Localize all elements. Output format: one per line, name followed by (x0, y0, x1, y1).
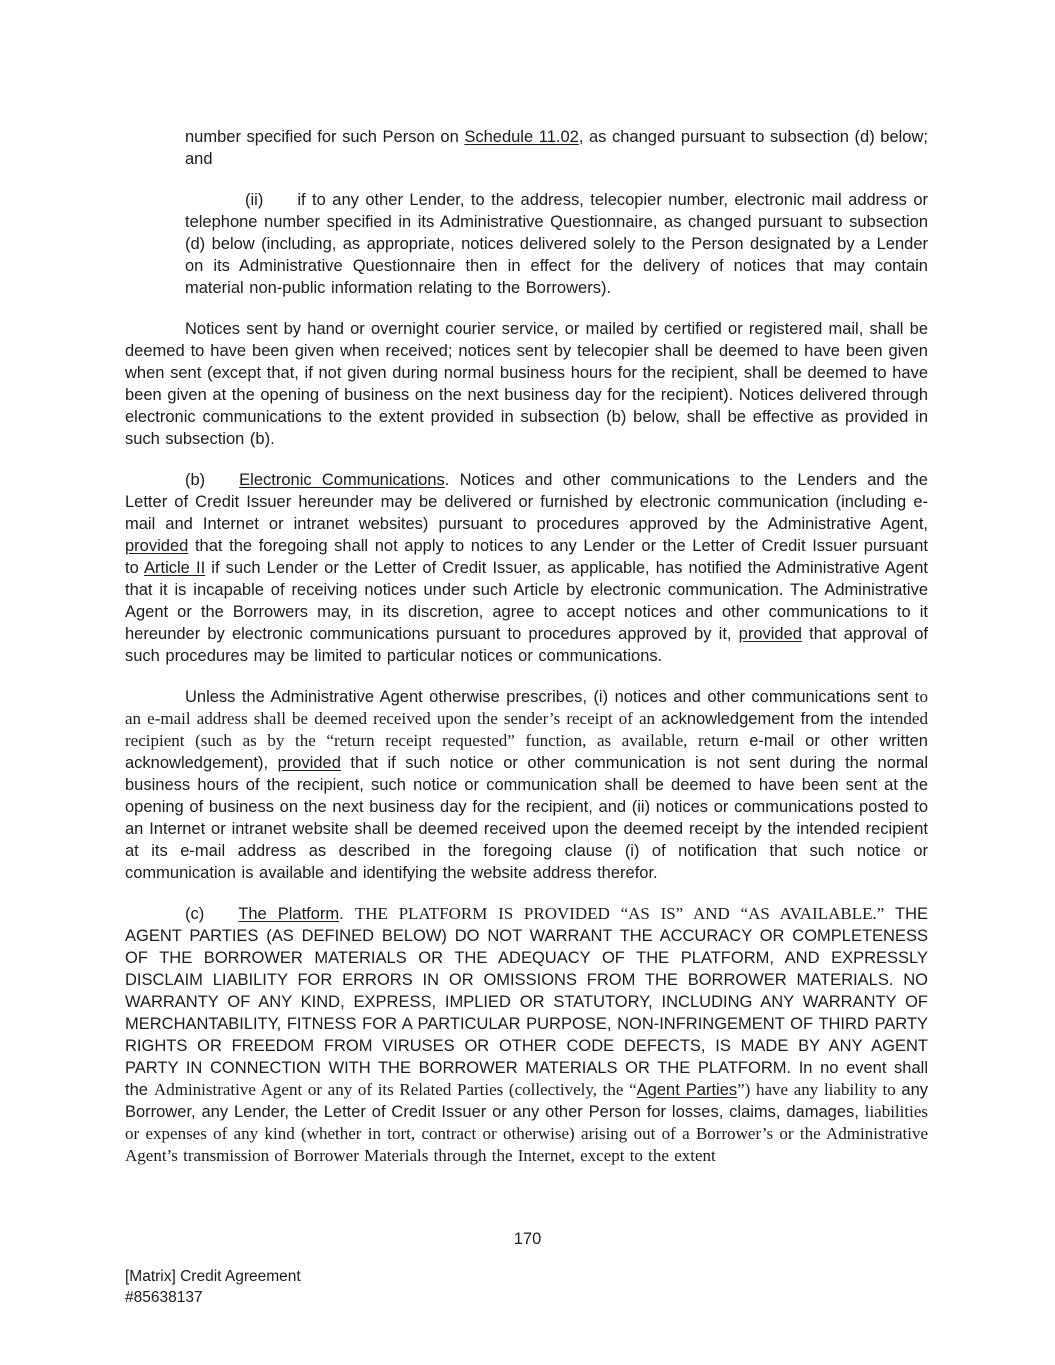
defined-term: Agent Parties (636, 1081, 738, 1099)
defined-term: provided (277, 754, 341, 772)
text-segment: , as changed pursuant to subsection (d) below; and (185, 128, 928, 168)
text-segment: ”) have any liability to (737, 1080, 902, 1099)
document-body (125, 126, 928, 1186)
text-segment: that if such notice or other communication is not sent during the normal business hours of the recipient, such notice or communication shall be deemed to have been sent at the opening of business on the next business day for the recipient, and (ii) notices or communications posted to an Internet or intranet website shall be deemed received upon the deemed receipt by the intended recipient at its e-mail address as described in the foregoing clause (i) of notification that such notice or communication is available and identifying the website address therefor. (125, 754, 928, 882)
text-segment: liabilities or expenses of any kind (whether in tort, contract or otherwise) arising out of a Borrower’s or the Administrative Agent’s transmission of Borrower Materials through the Internet, except to the extent (125, 1102, 928, 1165)
text-segment: . (339, 905, 355, 923)
clause-c-the-platform (125, 903, 928, 1167)
text-segment: to an e-mail address shall be deemed received upon the sender’s receipt of an (125, 687, 928, 728)
footer-doc-number: #85638137 (125, 1289, 203, 1306)
notices-effectiveness-paragraph (125, 318, 928, 450)
text-segment: THE PLATFORM IS PROVIDED “AS IS” AND “AS AVAILABLE.” (354, 904, 895, 923)
defined-term: Article II (144, 559, 206, 577)
text-segment: Unless the Administrative Agent otherwise prescribes, (i) notices and other communications sent (185, 688, 915, 706)
clause-b-electronic-communications (125, 469, 928, 667)
text-segment: (c) (185, 905, 205, 923)
defined-term: Schedule 11.02 (464, 128, 579, 146)
deemed-receipt-paragraph (125, 686, 928, 884)
text-segment: intended recipient (such as by the “return receipt requested” function, as available, return (125, 709, 928, 750)
document-footer (125, 1266, 301, 1308)
text-segment: Administrative Agent or any of its Related Parties (collectively, the “ (153, 1080, 637, 1099)
clause-ii-other-lender-notices (185, 189, 928, 299)
footer-doc-title: [Matrix] Credit Agreement (125, 1268, 301, 1285)
text-segment: (ii) (245, 191, 264, 209)
text-segment: e-mail or other written acknowledgement), (125, 732, 928, 772)
text-segment: Notices sent by hand or overnight courier service, or mailed by certified or registered mail, shall be deemed to have been given when received; notices sent by telecopier shall be deemed to have been given when sent (except that, if not given during normal business hours for the recipient, shall be deemed to have been given at the opening of business on the next business day for the recipient). Notices delivered through electronic communications to the extent provided in subsection (b) below, shall be effective as provided in such subsection (b). (125, 320, 928, 448)
text-segment: . Notices and other communications to the Lenders and the Letter of Credit Issuer hereunder may be delivered or furnished by electronic communication (including e-mail and Internet or intranet websites) pursuant to procedures approved by the Administrative Agent, (125, 471, 928, 533)
clause-d-i-continuation (185, 126, 928, 170)
text-segment: (b) (185, 471, 206, 489)
text-segment: THE AGENT PARTIES (AS DEFINED BELOW) DO NOT WARRANT THE ACCURACY OR COMPLETENESS OF THE BORROWER MATERIALS OR THE ADEQUACY OF THE PLATFORM, AND EXPRESSLY DISCLAIM LIABILITY FOR ERRORS IN OR OMISSIONS FROM THE BORROWER MATERIALS. NO WARRANTY OF ANY KIND, EXPRESS, IMPLIED OR STATUTORY, INCLUDING ANY WARRANTY OF MERCHANTABILITY, FITNESS FOR A PARTICULAR PURPOSE, NON-INFRINGEMENT OF THIRD PARTY RIGHTS OR FREEDOM FROM VIRUSES OR OTHER CODE DEFECTS, IS MADE BY ANY AGENT PARTY IN CONNECTION WITH THE BORROWER MATERIALS OR THE PLATFORM. In no event shall the (125, 905, 928, 1099)
text-segment: any Borrower, any Lender, the Letter of Credit Issuer or any other Person for losses, claims, damages, (125, 1081, 928, 1121)
text-segment: that the foregoing shall not apply to notices to any Lender or the Letter of Credit Issuer pursuant to (125, 537, 928, 577)
text-segment: that approval of such procedures may be limited to particular notices or communications. (125, 625, 929, 665)
defined-term: provided (125, 537, 189, 555)
defined-term: provided (738, 625, 802, 643)
text-segment: number specified for such Person on (185, 128, 465, 146)
defined-term: Electronic Communications (239, 471, 445, 489)
defined-term: The Platform (238, 905, 340, 923)
text-segment: acknowledgement from the (661, 710, 870, 728)
page-number: 170 (513, 1230, 542, 1248)
text-segment: if such Lender or the Letter of Credit Issuer, as applicable, has notified the Administrative Agent that it is incapable of receiving notices under such Article by electronic communication. The Administrative Agent or the Borrowers may, in its discretion, agree to accept notices and other communications to it hereunder by electronic communications pursuant to procedures approved by it, (125, 559, 928, 643)
text-segment: if to any other Lender, to the address, telecopier number, electronic mail address or telephone number specified in its Administrative Questionnaire, as changed pursuant to subsection (d) below (including, as appropriate, notices delivered solely to the Person designated by a Lender on its Administrative Questionnaire then in effect for the delivery of notices that may contain material non-public information relating to the Borrowers). (185, 191, 928, 297)
